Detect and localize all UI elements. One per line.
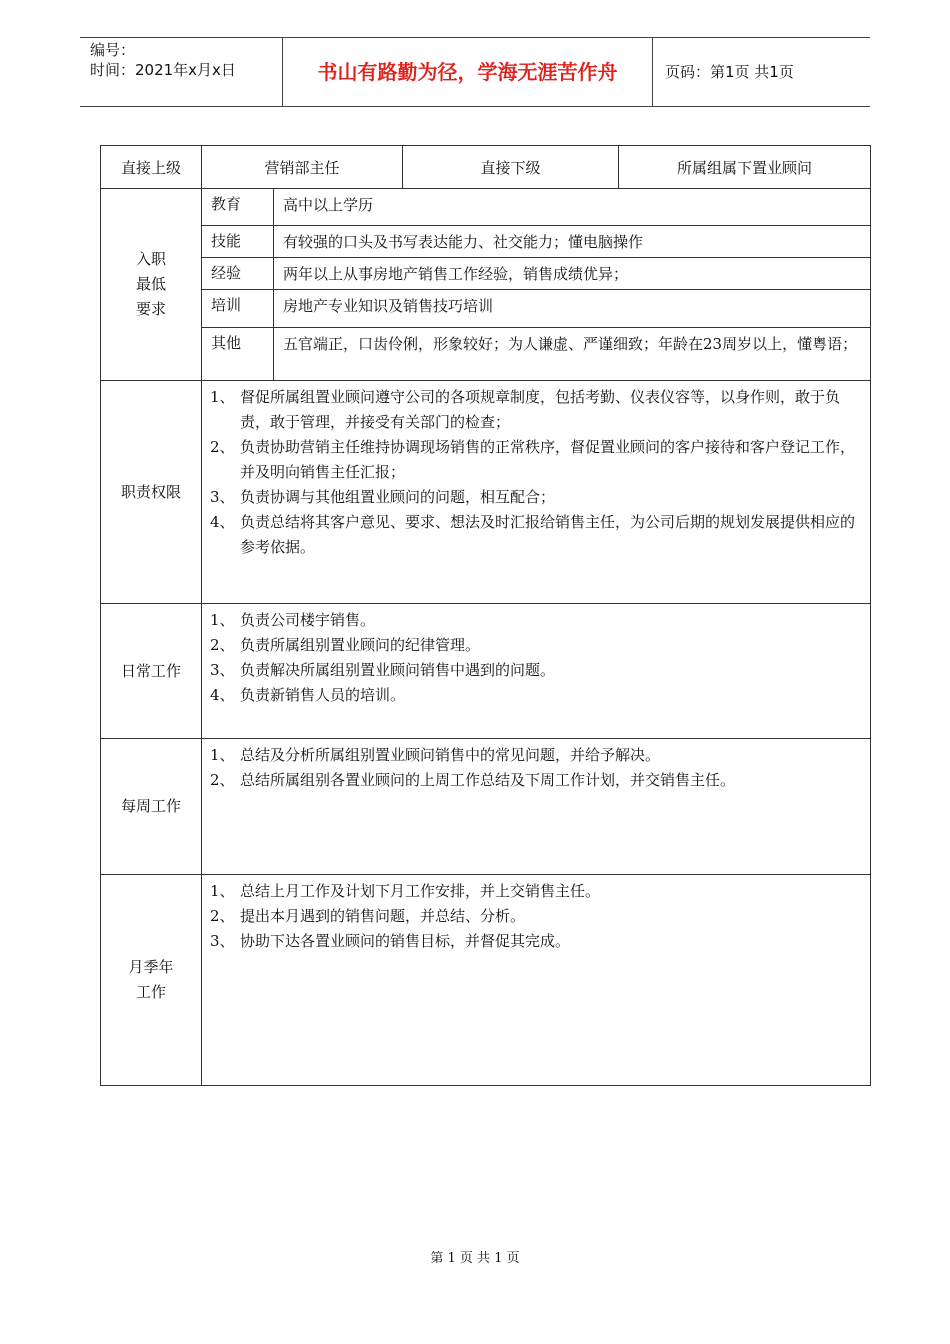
date-label: 时间：2021年x月x日 bbox=[90, 61, 236, 79]
header-divider bbox=[652, 38, 653, 106]
table-row bbox=[101, 875, 871, 1086]
duties-label: 职责权限 bbox=[101, 381, 202, 604]
requirement-value: 有较强的口头及书写表达能力、社交能力；懂电脑操作 bbox=[274, 226, 871, 258]
list-item: 1、 督促所属组置业顾问遵守公司的各项规章制度，包括考勤、仪表仪容等，以身作则，敢于负责，敢于管理，并接受有关部门的检查； bbox=[210, 388, 841, 431]
table-row bbox=[101, 328, 871, 381]
weekly-work-list bbox=[202, 739, 870, 793]
requirement-label: 技能 bbox=[202, 226, 274, 258]
table-row bbox=[101, 189, 871, 226]
table-row bbox=[101, 146, 871, 189]
document-header bbox=[80, 37, 870, 107]
list-item: 3、 负责解决所属组别置业顾问销售中遇到的问题。 bbox=[210, 661, 556, 679]
requirement-label: 其他 bbox=[202, 328, 274, 381]
daily-list-cell bbox=[202, 604, 871, 739]
requirement-value: 高中以上学历 bbox=[274, 189, 871, 226]
requirements-label: 入职 最低 要求 bbox=[101, 189, 202, 381]
duties-list-cell bbox=[202, 381, 871, 604]
footer-page-number: 第 1 页 共 1 页 bbox=[430, 1251, 520, 1266]
list-item: 2、 总结所属组别各置业顾问的上周工作总结及下周工作计划，并交销售主任。 bbox=[210, 771, 736, 789]
daily-work-label: 日常工作 bbox=[101, 604, 202, 739]
requirement-label: 经验 bbox=[202, 258, 274, 290]
requirement-label: 培训 bbox=[202, 290, 274, 328]
header-motto: 书山有路勤为径，学海无涯苦作舟 bbox=[317, 60, 618, 84]
header-page-number: 页码：第1页 共1页 bbox=[665, 63, 794, 81]
list-item: 2、 负责协助营销主任维持协调现场销售的正常秩序，督促置业顾问的客户接待和客户登记工作，并及明向销售主任汇报； bbox=[210, 438, 856, 481]
list-item: 1、 负责公司楼宇销售。 bbox=[210, 611, 376, 629]
requirement-label: 教育 bbox=[202, 189, 274, 226]
monthly-work-label: 月季年 工作 bbox=[101, 875, 202, 1086]
weekly-work-label: 每周工作 bbox=[101, 739, 202, 875]
list-item: 3、 协助下达各置业顾问的销售目标，并督促其完成。 bbox=[210, 932, 571, 950]
page-footer bbox=[0, 1247, 950, 1266]
list-item: 4、 负责新销售人员的培训。 bbox=[210, 686, 406, 704]
requirement-value: 五官端正，口齿伶俐，形象较好；为人谦虚、严谨细致；年龄在23周岁以上，懂粤语； bbox=[274, 328, 871, 381]
monthly-work-list bbox=[202, 875, 870, 954]
daily-work-list bbox=[202, 604, 870, 708]
code-label: 编号： bbox=[90, 41, 136, 59]
superior-label: 直接上级 bbox=[101, 146, 202, 189]
table-row bbox=[101, 226, 871, 258]
table-row bbox=[101, 290, 871, 328]
list-item: 2、 提出本月遇到的销售问题，并总结、分析。 bbox=[210, 907, 526, 925]
table-row bbox=[101, 381, 871, 604]
list-item: 4、 负责总结将其客户意见、要求、想法及时汇报给销售主任，为公司后期的规划发展提供相应的参考依据。 bbox=[210, 513, 856, 556]
requirement-value: 两年以上从事房地产销售工作经验，销售成绩优异； bbox=[274, 258, 871, 290]
list-item: 3、 负责协调与其他组置业顾问的问题，相互配合； bbox=[210, 488, 556, 506]
monthly-list-cell bbox=[202, 875, 871, 1086]
list-item: 1、 总结上月工作及计划下月工作安排，并上交销售主任。 bbox=[210, 882, 601, 900]
duties-list bbox=[202, 381, 870, 560]
table-row bbox=[101, 604, 871, 739]
header-meta bbox=[90, 40, 236, 80]
table-row bbox=[101, 739, 871, 875]
weekly-list-cell bbox=[202, 739, 871, 875]
table-row bbox=[101, 258, 871, 290]
list-item: 1、 总结及分析所属组别置业顾问销售中的常见问题，并给予解决。 bbox=[210, 746, 661, 764]
subordinate-label: 直接下级 bbox=[403, 146, 619, 189]
job-description-table bbox=[100, 145, 871, 1086]
requirement-value: 房地产专业知识及销售技巧培训 bbox=[274, 290, 871, 328]
subordinate-value: 所属组属下置业顾问 bbox=[619, 146, 871, 189]
list-item: 2、 负责所属组别置业顾问的纪律管理。 bbox=[210, 636, 481, 654]
superior-value: 营销部主任 bbox=[202, 146, 403, 189]
